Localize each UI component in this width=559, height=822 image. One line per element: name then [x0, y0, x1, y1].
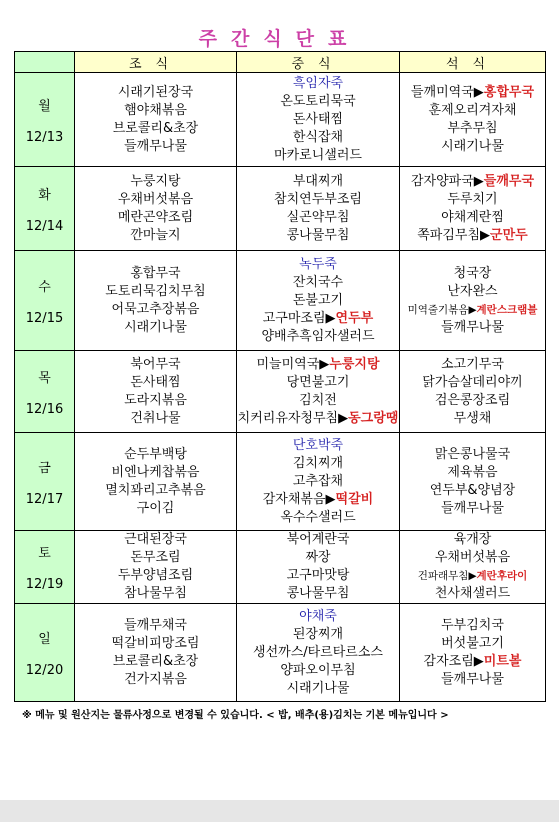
menu-item-text: 돈불고기	[292, 292, 344, 308]
arrow-icon: ▶	[338, 410, 349, 426]
menu-item	[75, 374, 236, 392]
day-date: 12/19	[25, 577, 64, 592]
menu-item	[75, 500, 236, 518]
menu-item-text: 양배추흑임자샐러드	[261, 328, 375, 344]
menu-item-text: 치커리유자청무침	[237, 410, 339, 426]
menu-item	[75, 464, 236, 482]
breakfast-cell	[75, 73, 237, 167]
menu-item	[400, 549, 545, 567]
menu-item-text: 콩나물무침	[286, 586, 350, 601]
menu-item	[75, 567, 236, 585]
menu-item	[75, 120, 236, 138]
menu-item-text: 브로콜리&초장	[112, 653, 199, 669]
menu-item	[75, 549, 236, 567]
menu-item	[400, 531, 545, 549]
day-date: 12/20	[25, 662, 64, 678]
menu-item-text: 훈제오리겨자채	[428, 102, 517, 118]
menu-item	[237, 549, 399, 567]
substitute-item: 동그랑땡	[348, 410, 399, 426]
menu-item	[237, 147, 399, 165]
day-date: 12/15	[25, 310, 64, 326]
menu-item-text: 검은콩장조림	[434, 392, 511, 408]
menu-item	[237, 310, 399, 328]
menu-item-text: 건취나물	[130, 410, 181, 426]
lunch-cell	[237, 351, 400, 433]
menu-item	[237, 491, 399, 509]
menu-item-text: 난자완스	[447, 283, 498, 299]
menu-item-text: 소고기무국	[441, 356, 504, 372]
breakfast-cell	[75, 351, 237, 433]
header-breakfast: 조식	[75, 52, 237, 73]
menu-item	[75, 265, 236, 283]
menu-item-text: 떡갈비피망조림	[111, 635, 200, 651]
menu-item	[400, 84, 545, 102]
menu-item	[400, 283, 545, 301]
menu-item-text: 건파래무침	[417, 570, 469, 582]
day-cell	[15, 433, 75, 531]
menu-item	[237, 328, 399, 346]
menu-item	[75, 301, 236, 319]
menu-item-text: 들깨미역국	[410, 84, 474, 100]
menu-item-text: 참나물무침	[124, 586, 187, 601]
menu-item-text: 당면불고기	[286, 374, 350, 390]
menu-item-text: 북어무국	[130, 356, 181, 372]
header-row	[15, 52, 546, 73]
menu-item	[400, 446, 545, 464]
menu-item-text: 우채버섯볶음	[117, 191, 194, 207]
menu-item-text: 양파오이무침	[280, 662, 356, 678]
menu-item	[237, 608, 399, 626]
menu-item-text: 브로콜리&초장	[112, 120, 199, 136]
lunch-cell	[237, 251, 400, 351]
substitute-item: 들깨무국	[483, 173, 535, 189]
dinner-cell	[400, 531, 546, 604]
day-name: 금	[38, 460, 51, 476]
menu-item-text: 김치전	[299, 392, 337, 408]
day-date: 12/17	[25, 491, 64, 507]
menu-item	[400, 392, 545, 410]
menu-item-text: 햄야채볶음	[124, 102, 187, 118]
menu-item-text: 우채버섯볶음	[434, 550, 511, 565]
menu-item-text: 온도토리묵국	[280, 93, 356, 109]
menu-item-text: 미늘미역국	[256, 356, 320, 372]
menu-item	[400, 671, 545, 689]
menu-item-text: 맑은콩나물국	[434, 446, 511, 462]
menu-item	[237, 356, 399, 374]
day-row	[15, 73, 546, 167]
menu-item-text: 감자조림	[423, 653, 474, 669]
menu-item	[75, 482, 236, 500]
menu-item-text: 건가지볶음	[124, 671, 187, 687]
menu-item	[400, 464, 545, 482]
menu-item-text: 쪽파김무침	[417, 227, 481, 243]
weekly-menu-table	[14, 51, 546, 702]
breakfast-cell	[75, 604, 237, 702]
dinner-cell	[400, 433, 546, 531]
menu-item-text: 연두부&양념장	[429, 482, 516, 498]
menu-item	[75, 356, 236, 374]
menu-item	[75, 635, 236, 653]
menu-item-text: 시래기나물	[124, 319, 187, 335]
menu-item-text: 비엔나케찹볶음	[111, 464, 200, 480]
menu-item-text: 김치찌개	[292, 455, 344, 471]
menu-item-text: 단호박죽	[292, 437, 344, 453]
menu-item-text: 들깨무나물	[441, 319, 504, 335]
menu-item-text: 육개장	[453, 532, 492, 547]
lunch-cell	[237, 604, 400, 702]
menu-item	[400, 374, 545, 392]
arrow-icon: ▶	[473, 84, 484, 100]
day-cell	[15, 351, 75, 433]
menu-item-text: 야채계란찜	[441, 209, 504, 225]
arrow-icon: ▶	[473, 173, 484, 189]
menu-item-text: 구이김	[136, 500, 175, 516]
menu-item	[400, 585, 545, 603]
menu-item-text: 들깨무나물	[441, 500, 504, 516]
arrow-icon: ▶	[468, 570, 477, 582]
menu-item	[75, 173, 236, 191]
menu-item-text: 돈무조림	[130, 550, 181, 565]
menu-item-text: 돈사태찜	[292, 111, 344, 127]
arrow-icon: ▶	[325, 310, 336, 326]
menu-item	[237, 374, 399, 392]
menu-item-text: 실곤약무침	[286, 209, 350, 225]
menu-item	[237, 410, 399, 428]
menu-item	[400, 482, 545, 500]
menu-item-text: 두루치기	[447, 191, 498, 207]
menu-item-text: 감자채볶음	[262, 491, 326, 507]
arrow-icon: ▶	[319, 356, 330, 372]
menu-item	[237, 93, 399, 111]
menu-item-text: 감자양파국	[410, 173, 474, 189]
dinner-cell	[400, 604, 546, 702]
menu-item-text: 무생채	[453, 410, 492, 426]
menu-item-text: 시래기된장국	[117, 84, 194, 100]
menu-item	[237, 392, 399, 410]
menu-item	[75, 617, 236, 635]
day-name: 화	[38, 187, 51, 203]
menu-item	[400, 102, 545, 120]
menu-item	[75, 671, 236, 689]
menu-item-text: 부추무침	[447, 120, 498, 136]
menu-item-text: 야채죽	[299, 608, 337, 624]
menu-item	[75, 392, 236, 410]
menu-item-text: 메란곤약조림	[117, 209, 194, 225]
day-date: 12/14	[25, 218, 64, 234]
day-cell	[15, 73, 75, 167]
menu-item	[237, 455, 399, 473]
day-date: 12/16	[25, 401, 64, 417]
menu-item	[237, 567, 399, 585]
day-name: 수	[38, 279, 51, 295]
menu-item-text: 고구마조림	[262, 310, 326, 326]
menu-item	[237, 227, 399, 245]
substitute-item: 누룽지탕	[329, 356, 380, 372]
menu-item	[75, 102, 236, 120]
breakfast-cell	[75, 531, 237, 604]
menu-item-text: 제육볶음	[447, 464, 498, 480]
substitute-item: 연두부	[335, 310, 374, 326]
menu-item-text: 두부양념조림	[117, 568, 194, 583]
day-name: 월	[38, 98, 51, 114]
lunch-cell	[237, 433, 400, 531]
menu-item	[75, 585, 236, 603]
menu-item	[75, 209, 236, 227]
menu-item	[237, 473, 399, 491]
menu-item-text: 한식잡채	[292, 129, 344, 145]
lunch-cell	[237, 167, 400, 251]
menu-item	[75, 283, 236, 301]
menu-item	[237, 75, 399, 93]
substitute-item: 홍합무국	[483, 84, 535, 100]
lunch-cell	[237, 531, 400, 604]
menu-item	[75, 531, 236, 549]
menu-item	[75, 410, 236, 428]
arrow-icon: ▶	[480, 227, 491, 243]
menu-item	[237, 256, 399, 274]
menu-item-text: 된장찌개	[292, 626, 344, 642]
menu-item	[237, 531, 399, 549]
breakfast-cell	[75, 167, 237, 251]
menu-item	[237, 662, 399, 680]
menu-item	[237, 644, 399, 662]
day-cell	[15, 531, 75, 604]
menu-item	[237, 111, 399, 129]
menu-item-text: 부대찌개	[292, 173, 344, 189]
menu-item-text: 참치연두부조림	[274, 191, 362, 207]
menu-item	[400, 567, 545, 585]
menu-item	[237, 173, 399, 191]
menu-item	[400, 138, 545, 156]
menu-item-text: 누룽지탕	[130, 173, 181, 189]
menu-item-text: 근대된장국	[124, 532, 187, 547]
menu-item	[75, 653, 236, 671]
menu-item-text: 옥수수샐러드	[280, 509, 356, 525]
breakfast-cell	[75, 433, 237, 531]
menu-item	[400, 635, 545, 653]
arrow-icon: ▶	[473, 653, 484, 669]
menu-item-text: 두부김치국	[441, 617, 504, 633]
day-row	[15, 351, 546, 433]
menu-item-text: 천사채샐러드	[434, 586, 511, 601]
day-cell	[15, 604, 75, 702]
menu-item	[400, 356, 545, 374]
day-name: 목	[38, 370, 51, 386]
menu-item	[237, 129, 399, 147]
menu-item	[400, 120, 545, 138]
menu-item	[400, 653, 545, 671]
menu-item-text: 흑임자죽	[292, 75, 344, 91]
substitute-item: 떡갈비	[335, 491, 374, 507]
menu-item-text: 짜장	[305, 550, 331, 565]
menu-item	[400, 173, 545, 191]
menu-item-text: 북어계란국	[286, 532, 350, 547]
menu-item	[237, 292, 399, 310]
menu-item	[400, 319, 545, 337]
menu-item	[400, 500, 545, 518]
menu-item-text: 어묵고추장볶음	[111, 301, 200, 317]
bottom-bar	[0, 800, 559, 822]
menu-item	[75, 138, 236, 156]
menu-item	[400, 209, 545, 227]
menu-item-text: 닭가슴살데리야끼	[422, 374, 523, 390]
menu-item	[237, 191, 399, 209]
menu-item	[75, 319, 236, 337]
menu-item	[237, 680, 399, 698]
menu-item	[237, 626, 399, 644]
menu-item	[75, 191, 236, 209]
header-corner	[15, 52, 75, 73]
menu-item-text: 깐마늘지	[130, 227, 181, 243]
day-name: 토	[38, 546, 51, 561]
menu-item-text: 멸치꽈리고추볶음	[105, 482, 206, 498]
day-cell	[15, 251, 75, 351]
menu-item-text: 도라지볶음	[124, 392, 187, 408]
menu-item-text: 고구마맛탕	[286, 568, 350, 583]
day-row	[15, 251, 546, 351]
menu-item-text: 마카로니샐러드	[274, 147, 362, 163]
menu-item	[400, 410, 545, 428]
header-dinner: 석식	[400, 52, 546, 73]
menu-item-text: 미역줄기볶음	[407, 303, 469, 316]
substitute-item: 계란스크램블	[476, 303, 538, 316]
day-date: 12/13	[25, 129, 64, 145]
menu-item	[400, 227, 545, 245]
menu-item	[75, 446, 236, 464]
menu-item	[237, 585, 399, 603]
menu-item-text: 청국장	[453, 265, 492, 281]
menu-item	[75, 84, 236, 102]
dinner-cell	[400, 251, 546, 351]
day-row	[15, 604, 546, 702]
menu-item	[237, 209, 399, 227]
menu-item	[400, 265, 545, 283]
day-row	[15, 167, 546, 251]
menu-item-text: 도토리묵김치무침	[105, 283, 206, 299]
menu-item-text: 생선까스/타르타르소스	[253, 644, 383, 660]
dinner-cell	[400, 167, 546, 251]
day-cell	[15, 167, 75, 251]
menu-item-text: 녹두죽	[299, 256, 337, 272]
menu-item	[75, 227, 236, 245]
day-row	[15, 531, 546, 604]
menu-item-text: 들깨무나물	[124, 138, 187, 154]
menu-item-text: 잔치국수	[292, 274, 344, 290]
menu-item-text: 들깨무채국	[124, 617, 187, 633]
menu-item-text: 버섯불고기	[441, 635, 504, 651]
day-row	[15, 433, 546, 531]
dinner-cell	[400, 351, 546, 433]
day-name: 일	[38, 631, 51, 647]
header-lunch: 중식	[237, 52, 400, 73]
menu-item	[400, 301, 545, 319]
breakfast-cell	[75, 251, 237, 351]
menu-item	[237, 274, 399, 292]
substitute-item: 미트볼	[483, 653, 522, 669]
menu-item	[237, 509, 399, 527]
menu-item-text: 고추잡채	[292, 473, 344, 489]
page-title: 주간식단표	[198, 28, 361, 50]
menu-item	[237, 437, 399, 455]
substitute-item: 계란후라이	[476, 570, 528, 582]
menu-item-text: 돈사태찜	[130, 374, 181, 390]
menu-item-text: 홍합무국	[130, 265, 181, 281]
footnote: ※ 메뉴 및 원산지는 물류사정으로 변경될 수 있습니다. < 밥, 배추(용)김치는 기본 메뉴입니다 >	[22, 710, 449, 721]
dinner-cell	[400, 73, 546, 167]
menu-item-text: 순두부백탕	[124, 446, 187, 462]
substitute-item: 군만두	[490, 227, 528, 243]
menu-item-text: 들깨무나물	[441, 671, 504, 687]
menu-item-text: 시래기나물	[286, 680, 350, 696]
menu-item-text: 콩나물무침	[286, 227, 350, 243]
menu-item-text: 시래기나물	[441, 138, 504, 154]
menu-item	[400, 617, 545, 635]
menu-item	[400, 191, 545, 209]
arrow-icon: ▶	[468, 303, 477, 316]
arrow-icon: ▶	[325, 491, 336, 507]
lunch-cell	[237, 73, 400, 167]
